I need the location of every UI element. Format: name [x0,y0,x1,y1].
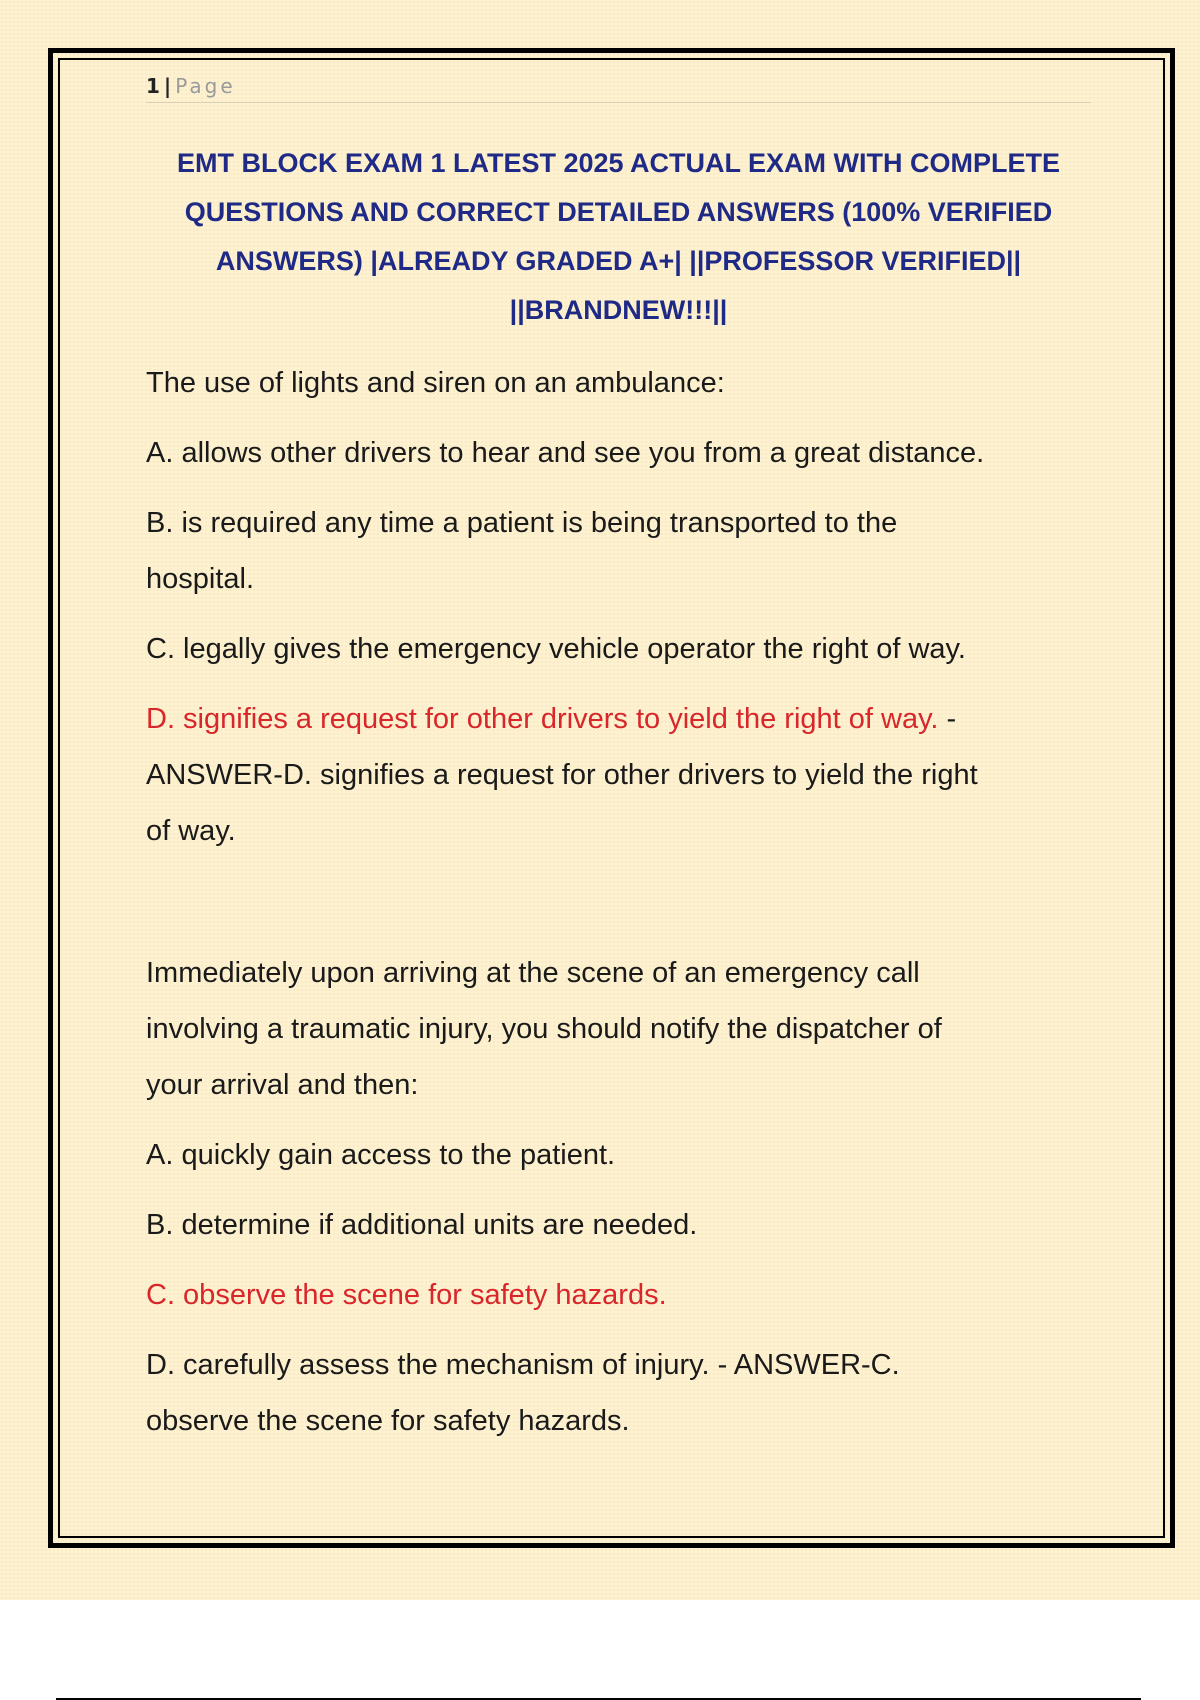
option-a: A. allows other drivers to hear and see you from a great distance. [146,437,985,469]
title-line: ANSWERS) |ALREADY GRADED A+| ||PROFESSOR VERIFIED|| [215,246,1022,276]
document-title [146,139,1091,335]
question-text [146,945,1091,1113]
title-line: QUESTIONS AND CORRECT DETAILED ANSWERS (100% VERIFIED [184,197,1053,227]
option-b: B. determine if additional units are needed. [146,1209,698,1241]
page-label: Page [175,74,236,98]
option-d-line1: D. carefully assess the mechanism of injury. - ANSWER-C. [146,1349,900,1381]
page-number: 1 [146,74,160,98]
question-line3: your arrival and then: [146,1069,419,1101]
correct-option-c: C. observe the scene for safety hazards. [146,1279,667,1311]
option-b-line2: hospital. [146,563,255,595]
option-d-with-answer [146,1337,1091,1449]
option-c: C. legally gives the emergency vehicle operator the right of way. [146,633,966,665]
page-separator: | [163,74,172,98]
question-block-2 [146,945,1091,1449]
answer-line1: ANSWER-D. signifies a request for other drivers to yield the right [146,759,978,791]
question-block-1 [146,355,1091,859]
correct-option-d: D. signifies a request for other drivers to yield the right of way. [146,703,939,735]
title-line: EMT BLOCK EXAM 1 LATEST 2025 ACTUAL EXAM WITH COMPLETE [176,148,1061,178]
title-line: ||BRANDNEW!!!|| [509,295,728,325]
option-b-line1: B. is required any time a patient is being transported to the [146,507,898,539]
option-a: A. quickly gain access to the patient. [146,1139,616,1171]
answer-line2: of way. [146,815,236,847]
question-line2: involving a traumatic injury, you should notify the dispatcher of [146,1013,942,1045]
question-line1: Immediately upon arriving at the scene of an emergency call [146,957,920,989]
page-content [146,70,1091,1463]
spacer [146,873,1091,945]
answer-suffix: - [938,703,957,735]
option-d-with-answer [146,691,1091,859]
option-b [146,495,1091,607]
option-d-line2: observe the scene for safety hazards. [146,1405,630,1437]
page-header [146,70,1091,103]
question-text: The use of lights and siren on an ambulance: [146,367,725,399]
